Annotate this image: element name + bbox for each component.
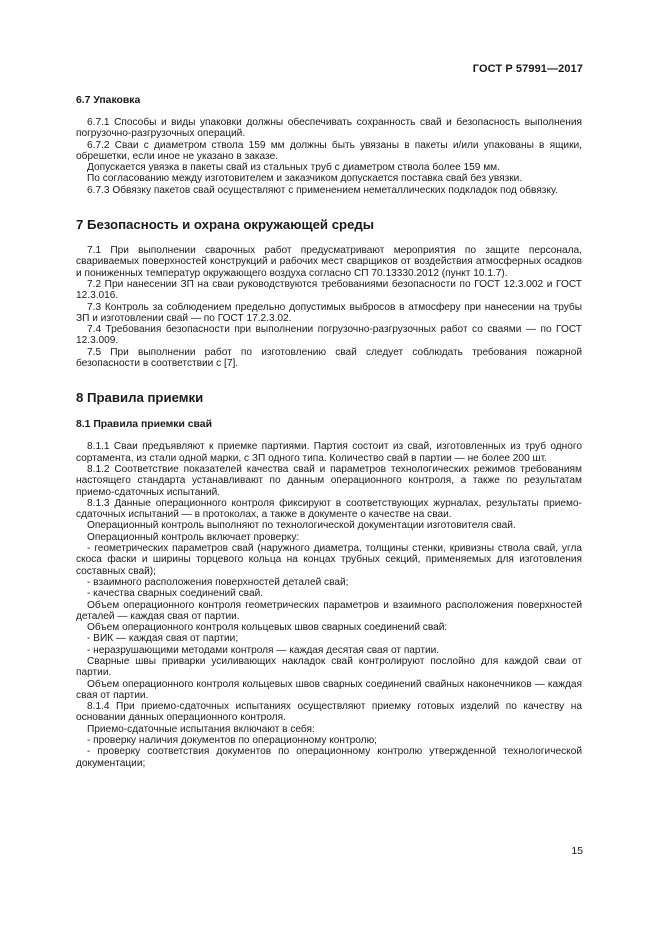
section-7-heading: 7 Безопасность и охрана окружающей среды [76,217,375,233]
list-item: - проверку соответствия документов по операционному контролю утвержденной технологической документации; [76,746,582,769]
paragraph: Объем операционного контроля кольцевых швов сварных соединений свайных наконечников — каждая свая от партии. [76,678,582,701]
paragraph-6-7-1: 6.7.1 Способы и виды упаковки должны обеспечивать сохранность свай и безопасность выполнения погрузочно-разгрузочных операций. [76,117,582,140]
paragraph-8-1-4: 8.1.4 При приемо-сдаточных испытаниях осуществляют приемку готовых изделий по качеству на основании данных операционного контроля. [76,701,582,724]
list-item: - проверку наличия документов по операционному контролю; [87,735,377,747]
list-item: - неразрушающими методами контроля — каждая десятая свая от партии. [87,644,440,656]
list-item: - взаимного расположения поверхностей деталей свай; [87,576,349,588]
paragraph: Объем операционного контроля кольцевых швов сварных соединений свай: [87,622,448,634]
paragraph-8-1-3: 8.1.3 Данные операционного контроля фиксируют в соответствующих журналах, результаты приемо-сдаточных испытаний — в протоколах, а также в документе о качестве на сваи. [76,497,582,521]
paragraph: Сварные швы приварки усиливающих накладок свай контролируют послойно для каждой сваи от партии. [76,655,582,679]
paragraph-7-4: 7.4 Требования безопасности при выполнении погрузочно-разгрузочных работ со сваями — по ГОСТ 12.3.009. [76,324,582,347]
list-item: - качества сварных соединений свай. [87,588,264,600]
paragraph-8-1-2: 8.1.2 Соответствие показателей качества свай и параметров технологических режимов требованиям настоящего стандарта устанавливают по данным операционного контроля, а также по результатам приемо-сдаточных испытаний. [76,463,582,498]
paragraph-7-1: 7.1 При выполнении сварочных работ предусматривают мероприятия по защите персонала, свариваемых поверхностей конструкций и рабочих мест сварщиков от воздействия атмосферных осадков и пониженных температур окружающего воздуха согласно СП 70.13330.2012 (пункт 10.1.7). [76,245,582,279]
standard-designation: ГОСТ Р 57991—2017 [472,63,583,75]
page-number: 15 [571,845,583,857]
page-content [76,94,582,769]
paragraph: Операционный контроль включает проверку: [87,531,300,543]
list-item: - ВИК — каждая свая от партии; [87,633,239,645]
section-8-1-heading: 8.1 Правила приемки свай [76,419,212,431]
paragraph-6-7-3: 6.7.3 Обвязку пакетов свай осуществляют с применением неметаллических подкладок под обвязку. [87,184,558,196]
paragraph: Приемо-сдаточные испытания включают в себя: [87,723,315,735]
paragraph-7-2: 7.2 При нанесении ЗП на сваи руководствуются требованиями безопасности по ГОСТ 12.3.002 и ГОСТ 12.3.016. [76,278,582,302]
section-8-heading: 8 Правила приемки [76,390,204,406]
paragraph-8-1-1: 8.1.1 Сваи предъявляют к приемке партиями. Партия состоит из свай, изготовленных из труб одного сортамента, из стали одной марки, с ЗП одного типа. Количество свай в партии — не более 200 шт. [76,441,582,464]
paragraph: Операционный контроль выполняют по технологической документации изготовителя свай. [87,520,516,532]
paragraph-7-5: 7.5 При выполнении работ по изготовлению свай следует соблюдать требования пожарной безопасности в соответствии с [7]. [76,346,582,370]
paragraph-6-7-2: 6.7.2 Сваи с диаметром ствола 159 мм должны быть увязаны в пакеты и/или упакованы в ящики, обрешетки, если иное не указано в заказе. [76,139,582,162]
section-6-7-heading: 6.7 Упаковка [76,95,141,106]
paragraph-6-7-2-b: По согласованию между изготовителем и заказчиком допускается поставка свай без увязки. [87,173,523,185]
paragraph-7-3: 7.3 Контроль за соблюдением предельно допустимых выбросов в атмосферу при нанесении на трубы ЗП и изготовлении свай — по ГОСТ 17.2.3.02. [76,301,582,324]
paragraph: Объем операционного контроля геометрических параметров и взаимного расположения поверхностей деталей — каждая свая от партии. [76,599,582,622]
list-item: - геометрических параметров свай (наружного диаметра, толщины стенки, кривизны ствола свай, угла скоса фаски и ширины торцевого кольца на концах трубных секций, применяемых для изготовления составных свай); [76,543,582,577]
paragraph-6-7-2-a: Допускается увязка в пакеты свай из стальных труб с диаметром ствола более 159 мм. [87,162,500,174]
